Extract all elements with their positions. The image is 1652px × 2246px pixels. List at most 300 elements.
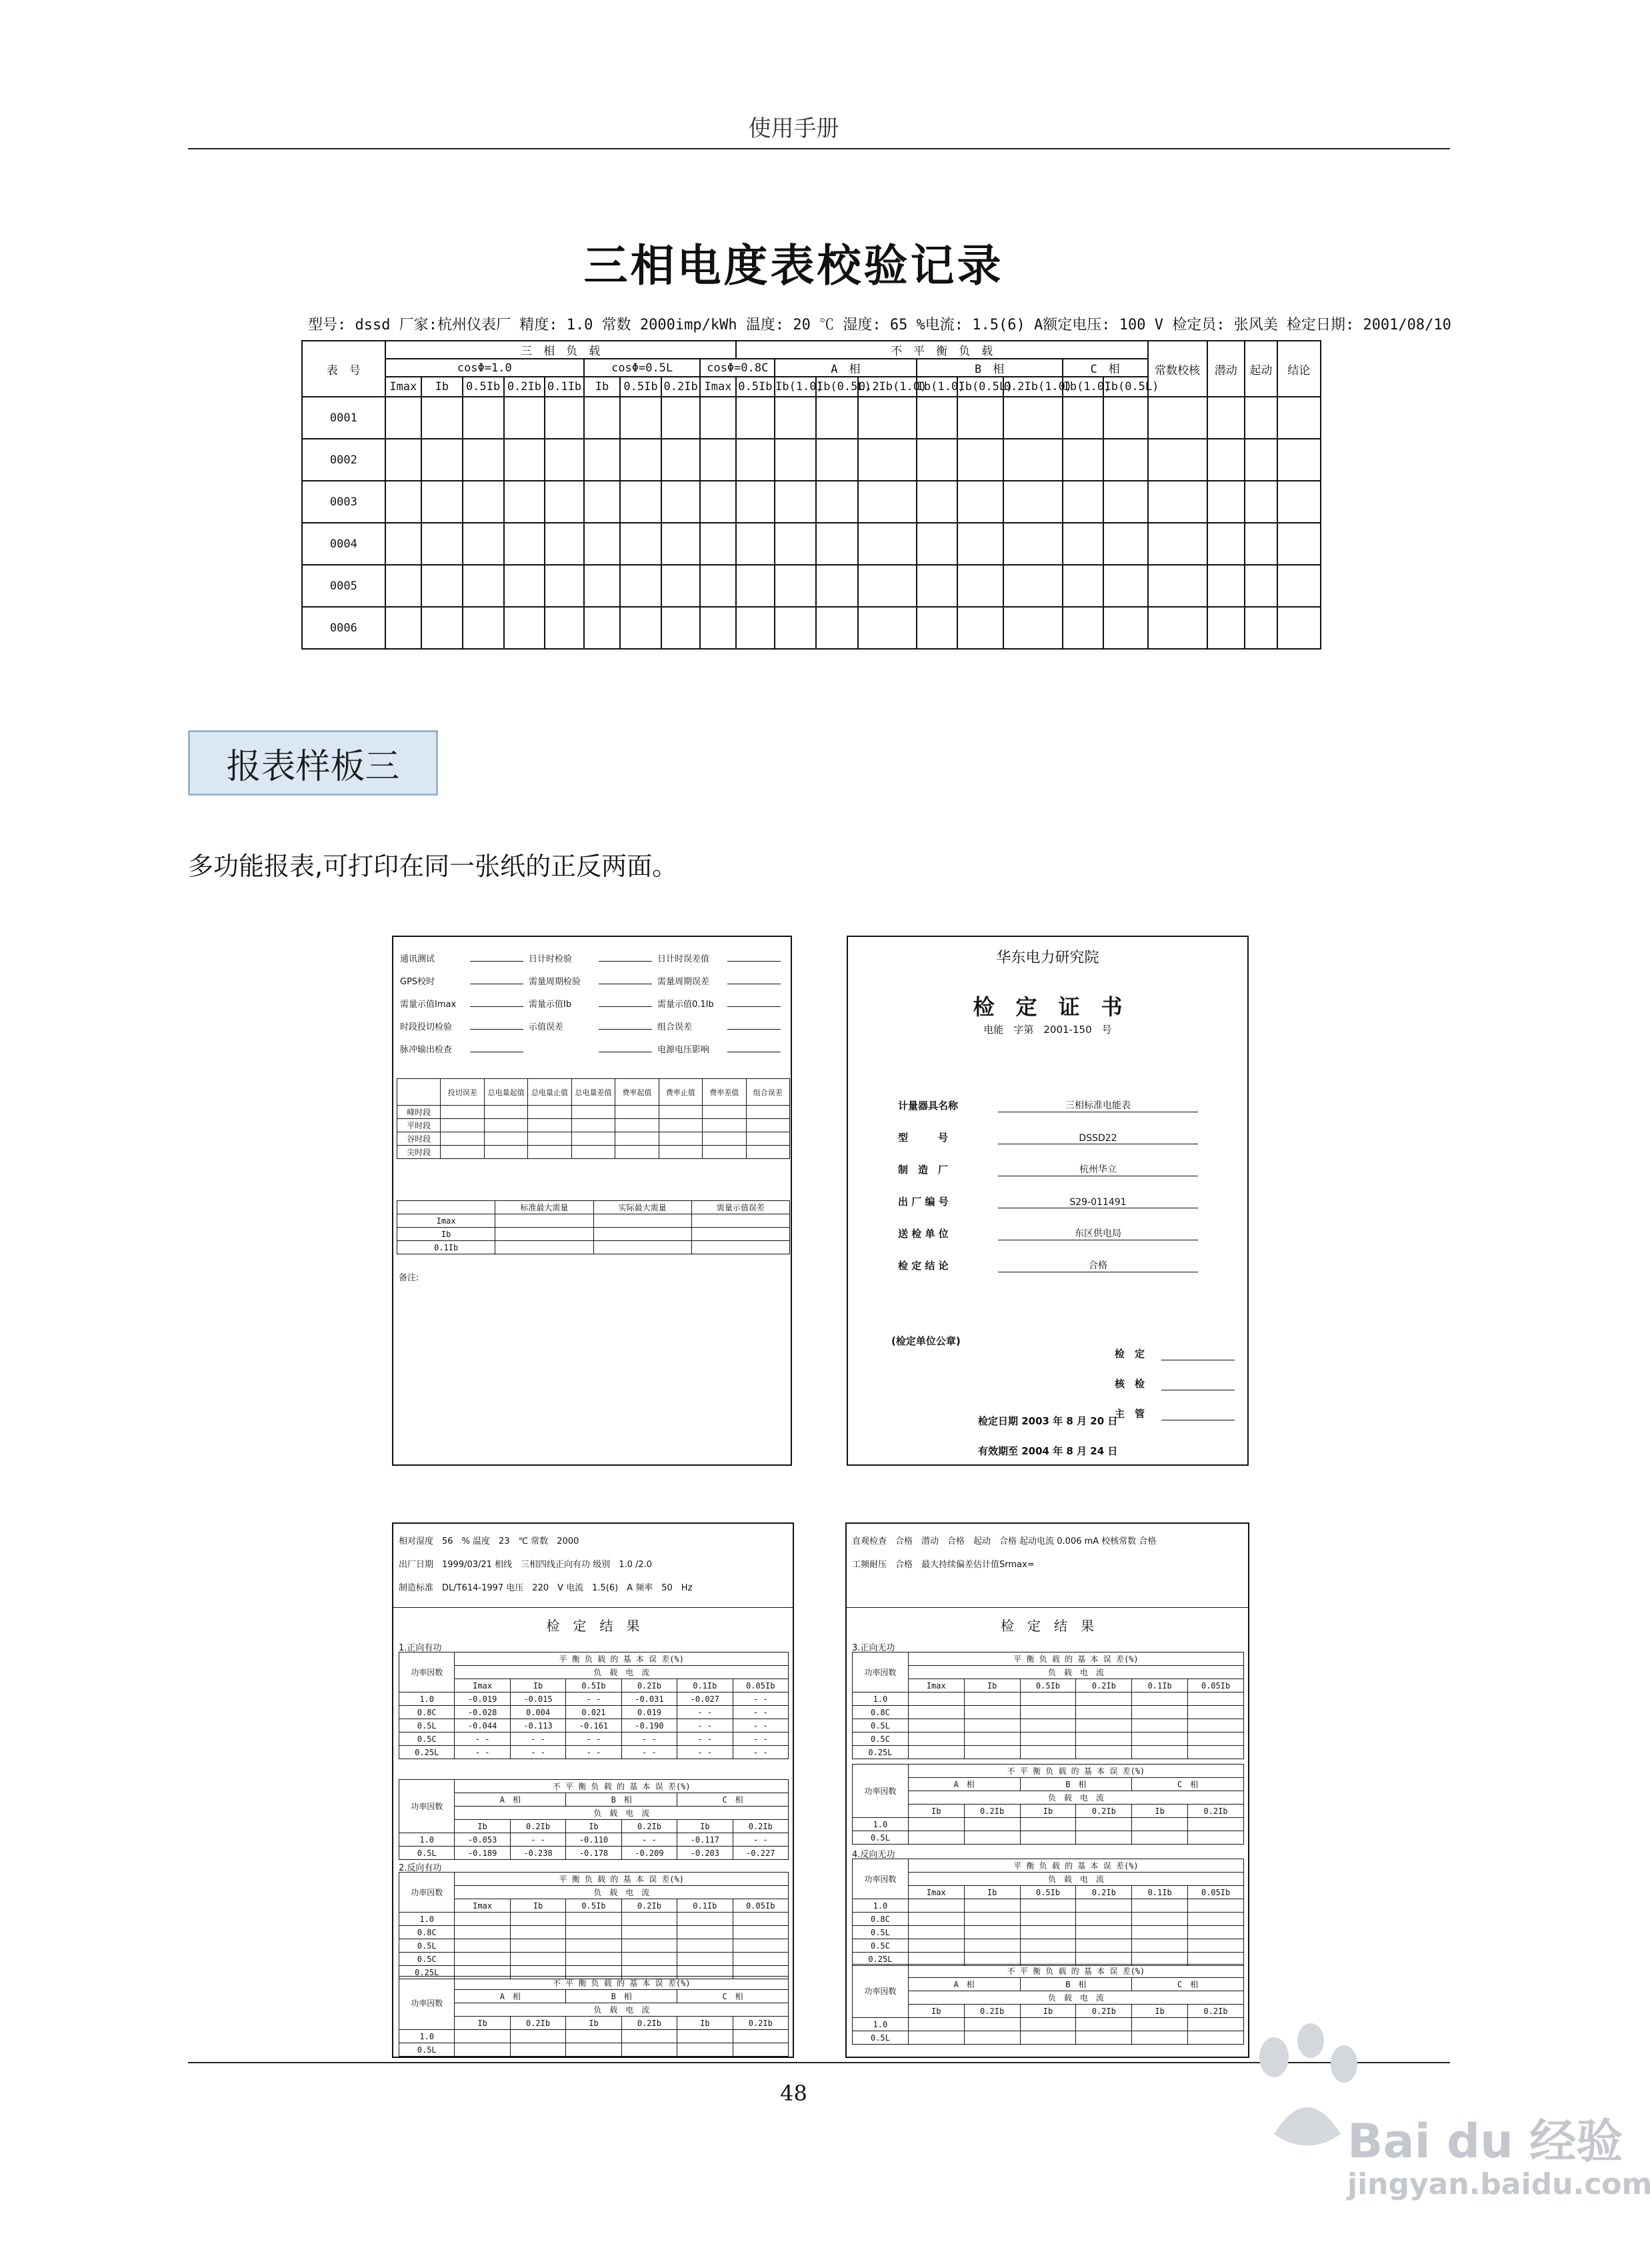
field-blank [470,954,523,962]
sample-page-2 [847,936,1249,1466]
field-blank [727,954,781,962]
p1-table-1 [397,1078,790,1159]
p4-title: 检 定 结 果 [1001,1618,1094,1634]
data-cell: - - [621,1733,677,1746]
data-cell [677,1939,733,1953]
data-cell [1020,2031,1076,2045]
data-cell [1003,523,1063,565]
data-cell [484,1119,527,1132]
data-cell [703,1132,746,1146]
header-cell: 负 载 电 流 [455,1666,789,1679]
field-blank [599,999,652,1007]
data-cell [908,1939,964,1953]
data-cell [858,481,917,523]
data-cell [1063,607,1104,649]
header-cell: 功率因数 [853,1859,909,1899]
data-cell [677,1913,733,1926]
table-row [853,1926,1244,1939]
data-cell [736,607,775,649]
cert-item [898,1144,1218,1176]
data-cell [1020,1706,1076,1719]
data-cell [775,481,816,523]
table-header-row [399,2003,789,2017]
data-cell [463,439,504,481]
data-cell [584,607,620,649]
table-row [302,397,1321,439]
data-cell [1188,1899,1244,1913]
table-row [399,1693,789,1706]
row-label: 0.5L [399,1939,455,1953]
header-cell: Imax [908,1886,964,1899]
field-label: 需量周期误差 [657,976,710,987]
header-cell: A 相 [455,1990,566,2003]
header-cell: 负 载 电 流 [455,1886,789,1899]
row-label: 0.25L [853,1953,909,1966]
data-cell: -0.178 [566,1847,621,1860]
header-cell: 0.2Ib [733,1820,788,1833]
header-cell: 0.2Ib [1076,2005,1132,2018]
header-cell: 功率因数 [399,1873,455,1913]
data-cell [1207,397,1245,439]
sub-header-cell: Ib [421,377,463,397]
data-cell [571,1119,615,1132]
data-cell: -0.189 [455,1847,510,1860]
sub-header-cell: 0.5Ib [620,377,661,397]
data-cell [1063,439,1104,481]
data-cell [733,1939,788,1953]
table-row [399,1939,789,1953]
data-cell [677,1926,733,1939]
data-cell [1132,1926,1188,1939]
cert-title: 检 定 证 书 [973,994,1123,1020]
field [657,974,786,987]
header-cell: 0.2Ib [1188,1805,1244,1818]
field-row [400,969,787,992]
field-blank [470,1022,523,1030]
data-cell [455,1926,510,1939]
running-header: 使用手册 [748,115,839,142]
data-cell [1103,523,1147,565]
table-row [302,481,1321,523]
data-cell [733,2043,788,2057]
table-header-row [853,1886,1244,1899]
header-cell: 0.1Ib [677,1899,733,1913]
header-cell: 负 载 电 流 [908,1873,1243,1886]
cert-item-label: 送 检 单 位 [898,1228,949,1240]
data-cell [964,1899,1020,1913]
field-label: 通讯测试 [400,954,435,964]
header-cell: B 相 [1020,1978,1132,1991]
row-label: 谷时段 [397,1132,441,1146]
data-cell [566,1926,621,1939]
data-cell [659,1146,702,1159]
section-heading-text: 报表样板三 [226,746,400,787]
signer-label: 主 管 [1115,1408,1145,1420]
data-cell [1245,607,1277,649]
header-cell: 功率因数 [853,1652,909,1693]
data-cell: - - [621,1833,677,1847]
header-cell: cosΦ=1.0 [385,359,584,377]
data-cell [1020,1913,1076,1926]
field [529,1020,657,1032]
data-cell [1076,1719,1132,1733]
header-cell: 负 载 电 流 [908,1991,1243,2005]
data-cell [691,1228,789,1241]
table-header-row [399,1780,789,1793]
data-cell [700,565,735,607]
row-id-cell: 0006 [302,607,385,649]
field-label: 需量示值0.1Ib [657,999,714,1010]
data-cell: - - [510,1746,565,1759]
data-cell [621,2030,677,2043]
signer-blank [1161,1354,1235,1360]
data-cell [385,565,421,607]
table-header-row [853,1873,1244,1886]
data-cell [957,565,1003,607]
cert-item-value: DSSD22 [998,1133,1198,1144]
data-cell [545,397,584,439]
table-row [397,1132,790,1146]
data-cell [964,1719,1020,1733]
cert-item [898,1208,1218,1240]
header-cell: cosΦ=0.5L [584,359,701,377]
data-cell [584,397,620,439]
field-blank [599,976,652,984]
data-cell: - - [733,1693,788,1706]
table-row [399,1913,789,1926]
header-cell: Ib [1020,1805,1076,1818]
data-cell [1076,1831,1132,1845]
field-blank [599,1022,652,1030]
data-cell [700,523,735,565]
sub-header-cell: Imax [700,377,735,397]
data-cell [1188,1706,1244,1719]
row-label: 0.5C [399,1953,455,1966]
header-cell: Ib [1132,2005,1188,2018]
data-cell [736,481,775,523]
row-label: 0.8C [853,1706,909,1719]
data-cell [1103,439,1147,481]
header-cell: 0.2Ib [964,2005,1020,2018]
header-cell: A 相 [775,359,917,377]
data-cell [1076,1706,1132,1719]
table-row [399,1706,789,1719]
p3-unbal-table-1 [399,1779,789,1860]
row-label: 0.5L [853,2031,909,2045]
data-cell: -0.161 [566,1719,621,1733]
p3-line-1: 相对湿度 56 % 温度 23 ℃ 常数 2000 [399,1536,579,1546]
table-header-row [853,1991,1244,2005]
data-cell [621,1939,677,1953]
table-row [853,1913,1244,1926]
table-row [302,523,1321,565]
data-cell [495,1214,593,1228]
table-header-row [399,1652,789,1666]
data-cell [1188,1939,1244,1953]
header-cell: 0.5Ib [566,1899,621,1913]
field [529,952,657,964]
field-blank [727,1044,781,1052]
data-cell [421,397,463,439]
data-cell [1103,481,1147,523]
data-cell [1132,1693,1188,1706]
row-label: 0.8C [853,1913,909,1926]
sub-header-cell: Imax [385,377,421,397]
header-cell: 0.2Ib [964,1805,1020,1818]
table-header-row [399,1990,789,2003]
data-cell: - - [455,1733,510,1746]
field-label: 脉冲输出检查 [400,1044,453,1055]
data-cell [1063,397,1104,439]
data-cell [621,1926,677,1939]
data-cell: -0.117 [677,1833,733,1847]
cert-item-value: 东区供电局 [998,1226,1198,1240]
p4-line-1: 直观检查 合格 潜动 合格 起动 合格 起动电流 0.006 mA 校核常数 合格 [852,1536,1157,1546]
header-cell: Imax [908,1679,964,1693]
table-row [397,1106,790,1119]
data-cell [964,1831,1020,1845]
data-cell [1132,1831,1188,1845]
intro-text: 多功能报表,可打印在同一张纸的正反两面。 [188,852,678,881]
data-cell [1188,1926,1244,1939]
p3-bal-table-1 [399,1652,789,1759]
data-cell [1003,397,1063,439]
header-cell: B 相 [566,1990,677,2003]
data-cell [1148,439,1207,481]
data-cell [1020,1719,1076,1733]
data-cell [1020,1939,1076,1953]
data-cell [528,1106,571,1119]
header-cell: 0.2Ib [1076,1886,1132,1899]
signer-blank [1161,1384,1235,1390]
data-cell [964,1693,1020,1706]
row-id-cell: 0002 [302,439,385,481]
p4-unbal-table-1 [852,1764,1244,1845]
row-label: 0.5L [399,1719,455,1733]
data-cell [463,523,504,565]
p4-unbal-table-2 [852,1964,1244,2045]
data-cell [816,523,858,565]
header-cell: Ib [1020,2005,1076,2018]
data-cell [1245,439,1277,481]
data-cell [661,523,701,565]
data-cell [528,1119,571,1132]
field [657,952,786,964]
data-cell [816,607,858,649]
data-cell [1076,1818,1132,1831]
header-cell: 总电量止值 [528,1079,571,1106]
data-cell [620,607,661,649]
data-cell [545,565,584,607]
data-cell [1277,481,1321,523]
field [400,997,529,1010]
table-row [853,1818,1244,1831]
data-cell: - - [733,1746,788,1759]
data-cell [703,1119,746,1132]
data-cell [917,397,958,439]
table-row [853,1733,1244,1746]
cert-item [898,1080,1218,1112]
data-cell [385,607,421,649]
header-cell: 负 载 电 流 [455,1807,789,1820]
header-cell: 平 衡 负 载 的 基 本 误 差(%) [908,1859,1243,1873]
table-header-row [853,1859,1244,1873]
data-cell [700,397,735,439]
data-cell [1188,1693,1244,1706]
data-cell [545,481,584,523]
table-header-row [399,1977,789,1990]
p4-bal-table-2 [852,1859,1244,1966]
field-label: 组合误差 [657,1022,693,1032]
data-cell: -0.113 [510,1719,565,1733]
header-cell: 0.2Ib [510,2017,565,2030]
data-cell [908,2018,964,2031]
data-cell [917,565,958,607]
data-cell [620,565,661,607]
data-cell [385,481,421,523]
cert-signers [1115,1330,1241,1420]
data-cell [957,607,1003,649]
data-cell [510,2043,565,2057]
field-row [400,1014,787,1037]
data-cell [816,565,858,607]
data-cell [528,1146,571,1159]
header-cell: 0.05Ib [733,1679,788,1693]
sub-header-cell: Ib(0.5L) [957,377,1003,397]
header-cell: 费率差值 [703,1079,746,1106]
data-cell: - - [566,1693,621,1706]
header-cell: Ib [677,2017,733,2030]
header-cell: 0.2Ib [1188,2005,1244,2018]
data-cell [566,2030,621,2043]
data-cell [1132,1719,1188,1733]
header-cell: 不 平 衡 负 载 的 基 本 误 差(%) [908,1965,1243,1978]
data-cell [964,1939,1020,1953]
data-cell [908,1719,964,1733]
sub-header-cell: 0.2Ib(1.0) [858,377,917,397]
table-row [399,1847,789,1860]
data-cell [1020,1831,1076,1845]
field [400,974,529,987]
sub-header-cell: 0.5Ib [736,377,775,397]
data-cell [504,397,545,439]
data-cell [1132,2031,1188,2045]
header-cell: 负 载 电 流 [908,1791,1243,1805]
data-cell [1132,1913,1188,1926]
data-cell [593,1241,691,1254]
data-cell [703,1106,746,1119]
data-cell [1076,1939,1132,1953]
row-label: 1.0 [399,2030,455,2043]
table-row [397,1228,790,1241]
field-block [400,946,787,1060]
row-label: 0.25L [853,1746,909,1759]
table-header-row [853,1791,1244,1805]
row-label: Ib [397,1228,495,1241]
data-cell [455,2030,510,2043]
data-cell [1020,1926,1076,1939]
data-cell [1076,1693,1132,1706]
data-cell [1020,1733,1076,1746]
header-cell: C 相 [1063,359,1148,377]
data-cell [545,439,584,481]
data-cell [858,607,917,649]
field [529,1044,657,1052]
data-cell [1188,1818,1244,1831]
table-row [399,1733,789,1746]
data-cell [615,1132,659,1146]
header-cell: A 相 [908,1778,1020,1791]
data-cell [1277,607,1321,649]
data-cell [385,397,421,439]
data-cell [1076,1733,1132,1746]
data-cell: -0.053 [455,1833,510,1847]
header-cell: 0.2Ib [621,1820,677,1833]
field-blank [470,999,523,1007]
data-cell: -0.190 [621,1719,677,1733]
row-label: 0.5L [399,1847,455,1860]
signer-row [1115,1330,1241,1360]
data-cell: -0.019 [455,1693,510,1706]
data-cell [510,1953,565,1966]
table-header-row [853,1978,1244,1991]
data-cell [510,2030,565,2043]
data-cell: - - [677,1733,733,1746]
table-header-row [853,1679,1244,1693]
row-label: 0.5L [399,2043,455,2057]
table-row [853,1719,1244,1733]
data-cell [746,1119,790,1132]
signer-row [1115,1360,1241,1390]
data-cell [484,1146,527,1159]
header-cell: 0.05Ib [1188,1886,1244,1899]
cert-item [898,1176,1218,1208]
header-cell: 0.05Ib [1188,1679,1244,1693]
table-row [853,1706,1244,1719]
field-blank [599,1044,652,1052]
data-cell [620,439,661,481]
row-label: 0.1Ib [397,1241,495,1254]
data-cell [775,523,816,565]
header-cell: 平 衡 负 载 的 基 本 误 差(%) [908,1652,1243,1666]
data-cell [615,1119,659,1132]
data-cell [775,439,816,481]
data-cell [964,1818,1020,1831]
divider [847,1607,1248,1608]
field-blank [470,1044,523,1052]
header-cell: Ib [455,1820,510,1833]
data-cell [733,1913,788,1926]
table-row [399,1719,789,1733]
data-cell [703,1146,746,1159]
record-table [301,340,1321,650]
p4-section-3: 3.正向无功 [852,1643,895,1653]
data-cell [1020,2018,1076,2031]
sub-header-cell: Ib(1.0) [917,377,958,397]
data-cell [1132,1733,1188,1746]
field-label: 需量示值Ib [529,999,572,1010]
table-row [399,1746,789,1759]
table-header-row [399,1873,789,1886]
sub-header-cell: 0.2Ib [661,377,701,397]
header-cell: B 相 [917,359,1063,377]
data-cell: -0.209 [621,1847,677,1860]
header-cell: 负 载 电 流 [455,2003,789,2017]
data-cell [691,1241,789,1254]
data-cell [1003,565,1063,607]
sub-header-cell: Ib(1.0) [1063,377,1104,397]
row-label: 0.8C [399,1706,455,1719]
